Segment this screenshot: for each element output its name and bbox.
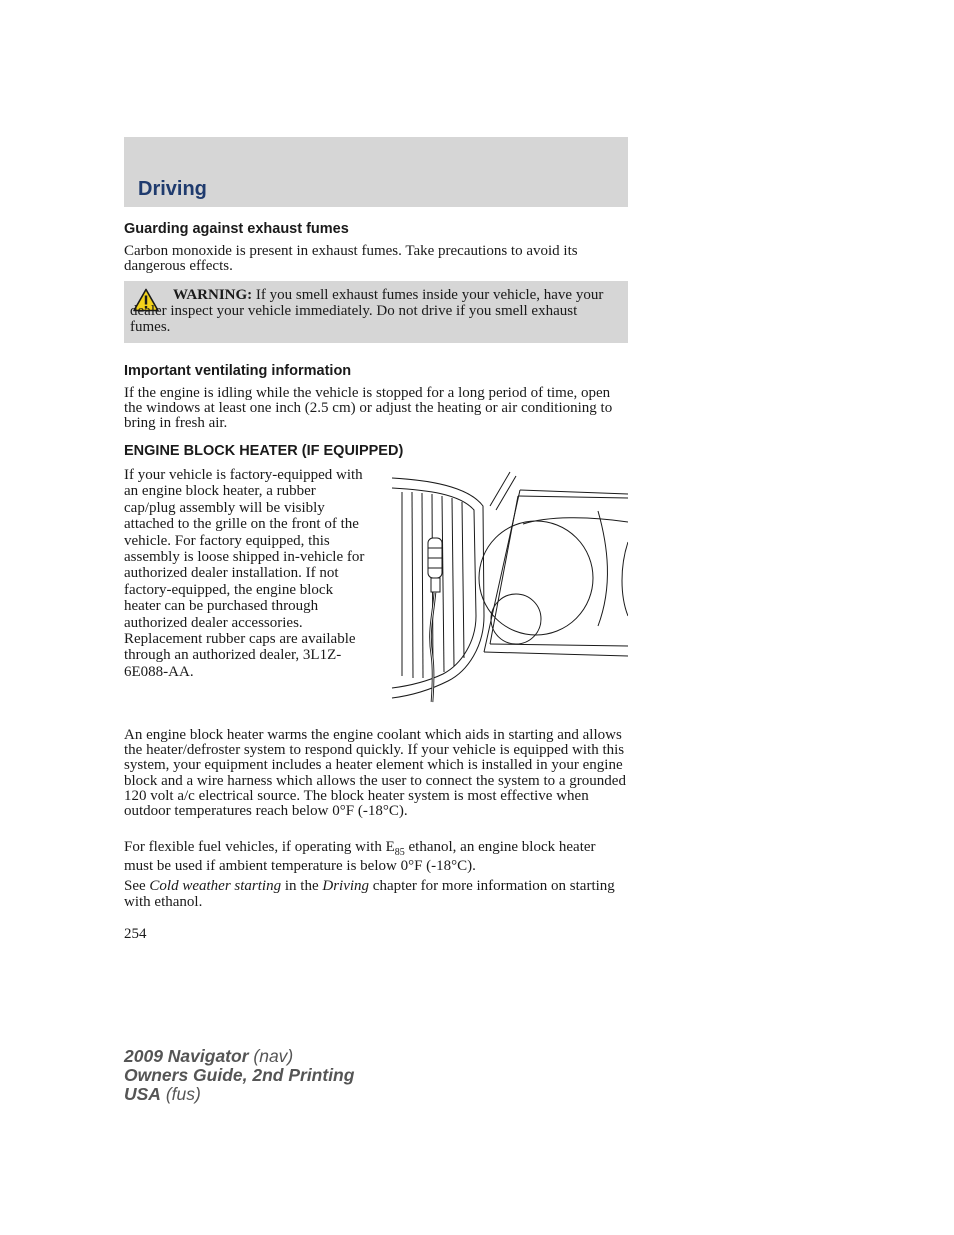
footer-model-code: (nav) (248, 1046, 294, 1066)
warning-message: If you smell exhaust fumes inside your vehicle, have your dealer inspect your vehicle immediately. Do not drive if you smell exhaust fumes. (130, 287, 604, 335)
document-footer (124, 1047, 354, 1104)
footer-guide: Owners Guide, 2nd Printing (124, 1065, 355, 1085)
heater-heading: ENGINE BLOCK HEATER (IF EQUIPPED) (124, 443, 404, 459)
see-text: See (124, 878, 150, 894)
cold-weather-reference: Cold weather starting (149, 878, 282, 894)
heater-intro: If your vehicle is factory-equipped with an engine block heater, a rubber cap/plug assembly will be visibly attached to the grille on the front of the vehicle. For factory equipped, this assembly is loose shipped in-vehicle for authorized dealer installation. If not factory-equipped, the engine block heater can be purchased through authorized dealer accessories. Replacement rubber caps are available through an authorized dealer, 3L1Z-6E088-AA. (124, 467, 365, 680)
footer-line-3 (124, 1085, 354, 1104)
ventilating-body: If the engine is idling while the vehicle is stopped for a long period of time, open the windows at least one inch (2.5 cm) or adjust the heating or air conditioning to bring in fresh air. (124, 385, 613, 432)
section-header-band (124, 137, 628, 207)
exhaust-body: Carbon monoxide is present in exhaust fumes. Take precautions to avoid its dangerous effects. (124, 243, 578, 275)
footer-model: 2009 Navigator (124, 1046, 249, 1066)
chapter-text: chapter for more information on starting with ethanol. (124, 878, 615, 910)
footer-market-code: (fus) (160, 1084, 201, 1104)
ethanol-subscript: 85 (394, 847, 405, 858)
driving-chapter-reference: Driving (322, 878, 370, 894)
ventilating-heading: Important ventilating information (124, 363, 352, 379)
page-number: 254 (124, 926, 147, 942)
warning-text (130, 287, 620, 335)
heater-paragraph-2-post: ethanol, an engine block heater must be used if ambient temperature is below 0°F (-18°C). (124, 839, 596, 874)
heater-paragraph-3 (124, 878, 628, 910)
footer-line-2 (124, 1066, 354, 1085)
footer-market: USA (124, 1084, 161, 1104)
heater-paragraph-2-pre: For flexible fuel vehicles, if operating with E (124, 839, 395, 855)
section-title: Driving (138, 178, 207, 200)
exhaust-heading: Guarding against exhaust fumes (124, 221, 349, 237)
warning-label: WARNING: (173, 287, 253, 303)
warning-box (124, 281, 628, 343)
heater-paragraph-2 (124, 839, 628, 874)
footer-line-1 (124, 1047, 354, 1066)
block-heater-illustration (388, 466, 628, 706)
heater-paragraph-1: An engine block heater warms the engine coolant which aids in starting and allows the heater/defroster system to respond quickly. If your vehicle is equipped with this system, your equipment includes a heater element which is installed in your engine block and a wire harness which allows the user to connect the system to a grounded 120 volt a/c electrical source. The block heater system is most effective when outdoor temperatures reach below 0°F (-18°C). (124, 727, 626, 820)
in-the-text: in the (281, 878, 323, 894)
